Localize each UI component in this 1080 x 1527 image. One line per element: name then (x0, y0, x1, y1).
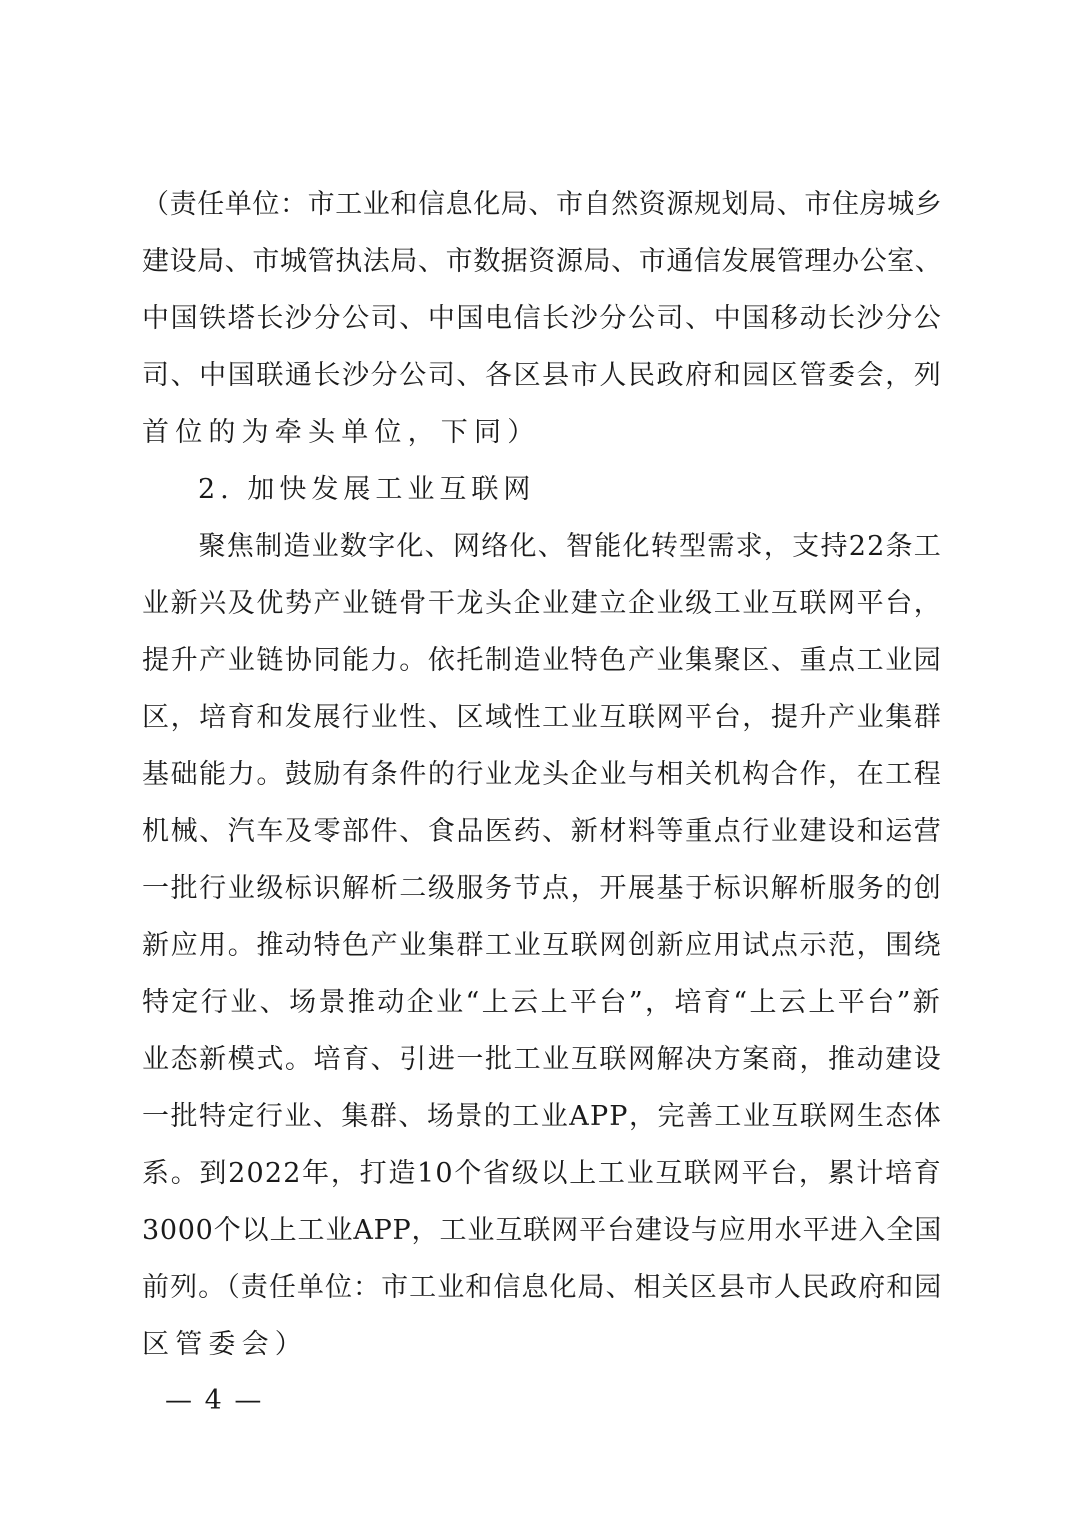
paragraph-line: 一批行业级标识解析二级服务节点，开展基于标识解析服务的创 (142, 873, 942, 904)
section-heading: 2. 加快发展工业互联网 (198, 474, 536, 505)
paragraph-line: 业新兴及优势产业链骨干龙头企业建立企业级工业互联网平台， (142, 588, 942, 619)
paragraph-line: 建设局、市城管执法局、市数据资源局、市通信发展管理办公室、 (142, 246, 942, 277)
paragraph-line: 提升产业链协同能力。依托制造业特色产业集聚区、重点工业园 (142, 645, 942, 676)
paragraph-line: 基础能力。鼓励有条件的行业龙头企业与相关机构合作，在工程 (142, 759, 942, 790)
paragraph-line: 机械、汽车及零部件、食品医药、新材料等重点行业建设和运营 (142, 816, 942, 847)
paragraph-line: 区管委会） (142, 1329, 308, 1360)
responsibility-paragraph (142, 176, 942, 461)
paragraph-line: 一批特定行业、集群、场景的工业APP，完善工业互联网生态体 (142, 1101, 942, 1132)
paragraph-line: 中国铁塔长沙分公司、中国电信长沙分公司、中国移动长沙分公 (142, 303, 942, 334)
paragraph-line: 聚焦制造业数字化、网络化、智能化转型需求，支持22条工 (142, 531, 942, 562)
paragraph-line: 系。到2022年，打造10个省级以上工业互联网平台，累计培育 (142, 1158, 942, 1189)
paragraph-line: （责任单位：市工业和信息化局、市自然资源规划局、市住房城乡 (142, 189, 942, 220)
paragraph-line: 业态新模式。培育、引进一批工业互联网解决方案商，推动建设 (142, 1044, 942, 1075)
paragraph-line: 前列。（责任单位：市工业和信息化局、相关区县市人民政府和园 (142, 1272, 942, 1303)
paragraph-line: 新应用。推动特色产业集群工业互联网创新应用试点示范，围绕 (142, 930, 942, 961)
body-paragraph (142, 518, 942, 1373)
paragraph-line: 特定行业、场景推动企业“上云上平台”，培育“上云上平台”新 (142, 987, 942, 1018)
paragraph-line: 司、中国联通长沙分公司、各区县市人民政府和园区管委会，列 (142, 360, 942, 391)
paragraph-line: 3000个以上工业APP，工业互联网平台建设与应用水平进入全国 (142, 1215, 942, 1246)
paragraph-line: 首位的为牵头单位，下同） (142, 417, 541, 448)
paragraph-line: 区，培育和发展行业性、区域性工业互联网平台，提升产业集群 (142, 702, 942, 733)
page-number: — 4 — (165, 1385, 264, 1416)
